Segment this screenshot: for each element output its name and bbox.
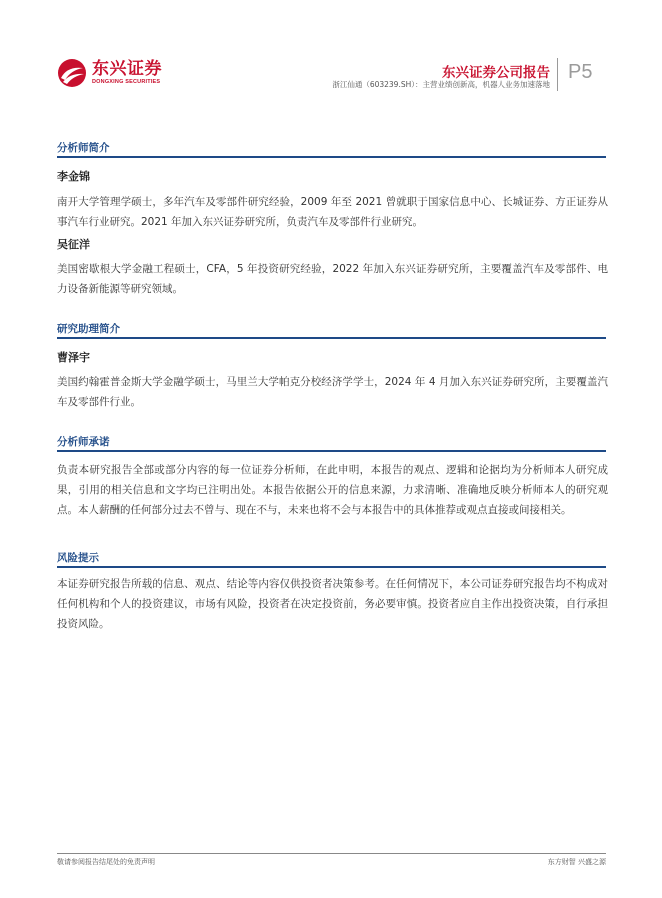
- header-divider: [557, 58, 558, 91]
- section-rule: [57, 156, 606, 158]
- dongxing-logo-icon: [57, 58, 87, 88]
- footer-rule: [57, 853, 606, 854]
- analyst-name: 李金锦: [57, 170, 90, 183]
- section-title-analysts: 分析师简介: [57, 142, 110, 154]
- section-rule: [57, 566, 606, 568]
- assistant-bio: 美国约翰霍普金斯大学金融学硕士，马里兰大学帕克分校经济学学士，2024 年 4 月加入东兴证券研究所，主要覆盖汽车及零部件行业。: [57, 376, 608, 408]
- analyst-name: 吴征洋: [57, 238, 90, 251]
- footer-disclaimer-note: 敬请参阅报告结尾处的免责声明: [57, 858, 155, 866]
- logo-en-text: DONGXING SECURITIES: [92, 79, 161, 85]
- section-title-assistants: 研究助理简介: [57, 323, 120, 335]
- analyst-bio: 美国密歇根大学金融工程硕士，CFA，5 年投资研究经验，2022 年加入东兴证券研究所，主要覆盖汽车及零部件、电力设备新能源等研究领域。: [57, 263, 608, 295]
- section-rule: [57, 337, 606, 339]
- assistant-name: 曹泽宇: [57, 351, 90, 364]
- section-rule: [57, 450, 606, 452]
- section-title-commitment: 分析师承诺: [57, 436, 110, 448]
- logo-cn-text: 东兴证券: [92, 59, 162, 79]
- risk-text: 本证券研究报告所载的信息、观点、结论等内容仅供投资者决策参考。在任何情况下，本公司证券研究报告均不构成对任何机构和个人的投资建议，市场有风险，投资者在决定投资前，务必要审慎。投资者应自主作出投资决策，自行承担投资风险。: [57, 578, 608, 630]
- report-title: 东兴证券公司报告: [442, 65, 550, 81]
- page-number: P5: [568, 61, 593, 83]
- footer-slogan: 东方财智 兴盛之源: [547, 858, 606, 866]
- section-title-risk: 风险提示: [57, 552, 99, 564]
- analyst-bio: 南开大学管理学硕士，多年汽车及零部件研究经验，2009 年至 2021 曾就职于国家信息中心、长城证券、方正证券从事汽车行业研究。2021 年加入东兴证券研究所，负责汽车及零部件行业研究。: [57, 196, 608, 228]
- commitment-text: 负责本研究报告全部或部分内容的每一位证券分析师，在此申明，本报告的观点、逻辑和论据均为分析师本人研究成果，引用的相关信息和文字均已注明出处。本报告依据公开的信息来源，力求清晰、准确地反映分析师本人的研究观点。本人薪酬的任何部分过去不曾与、现在不与，未来也将不会与本报告中的具体推荐或观点直接或间接相关。: [57, 464, 608, 516]
- report-subtitle: 浙江仙通（603239.SH）：主营业绩创新高，机器人业务加速落地: [332, 80, 550, 89]
- company-logo: [57, 58, 162, 88]
